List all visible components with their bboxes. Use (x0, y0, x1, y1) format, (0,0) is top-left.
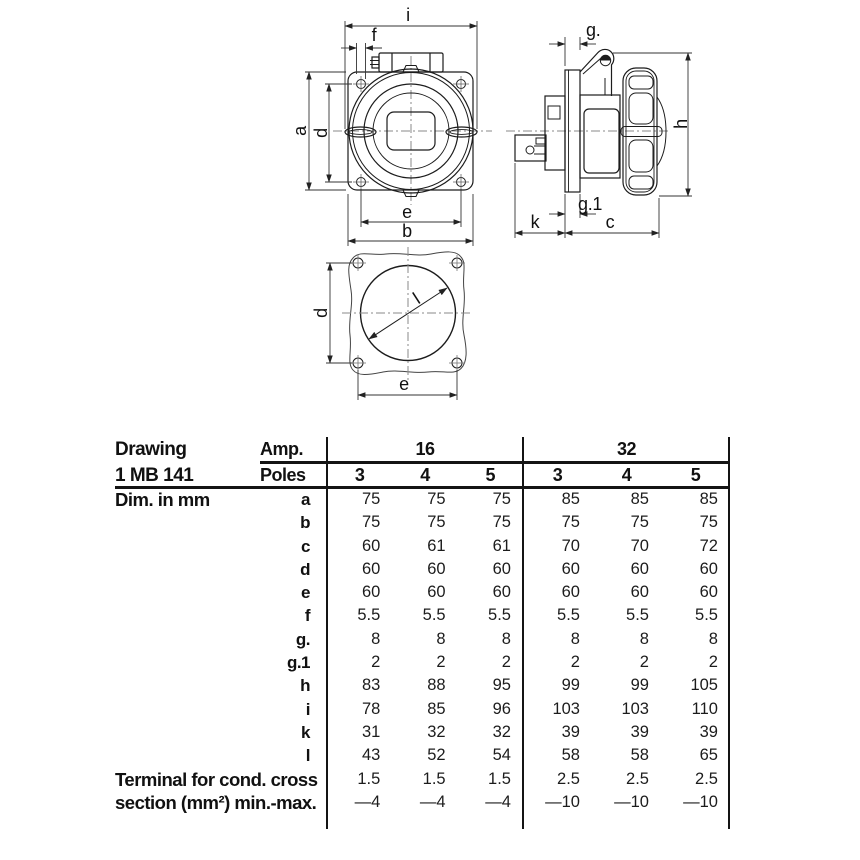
value-cell: 2.5 (626, 769, 649, 788)
value-cell: 61 (492, 536, 511, 555)
value-cell: 31 (361, 722, 381, 741)
value-cell: 70 (630, 536, 649, 555)
value-cell: —4 (419, 792, 446, 811)
value-cell: 70 (561, 536, 580, 555)
value-cell: 2 (708, 653, 718, 672)
row-note (115, 604, 260, 627)
row-note (115, 558, 260, 581)
poles-col-header: 4 (420, 465, 430, 485)
value-cell: 75 (427, 490, 446, 508)
value-cell: 8 (436, 629, 446, 648)
row-dim-letter: a (301, 490, 310, 509)
row-note (115, 698, 260, 721)
table-header-row-amp (115, 437, 730, 463)
value-cell: 1.5 (357, 769, 381, 788)
poles-label: Poles (260, 465, 306, 485)
dim-label-b: b (402, 221, 412, 241)
row-note (115, 721, 260, 744)
value-cell: 5.5 (422, 606, 446, 625)
value-cell: 85 (427, 699, 446, 718)
value-cell: 83 (361, 676, 381, 695)
value-cell: 75 (361, 490, 381, 508)
row-note (115, 651, 260, 674)
table-row (115, 651, 730, 674)
value-cell: 88 (427, 676, 446, 695)
table-row (115, 488, 730, 511)
value-cell: 85 (561, 490, 580, 508)
value-cell: 75 (492, 490, 511, 508)
table-row (115, 558, 730, 581)
row-dim-letter: d (300, 559, 310, 579)
table-header-row-poles (115, 463, 730, 488)
value-cell: 75 (561, 513, 580, 532)
bottom-view-dimensions (326, 263, 457, 400)
row-note (115, 535, 260, 558)
value-cell: 75 (427, 513, 446, 532)
value-cell: 78 (361, 699, 381, 718)
dim-label-d-bottom: d (311, 308, 331, 318)
value-cell: 5.5 (695, 606, 718, 625)
dim-label-a: a (290, 126, 310, 136)
value-cell: 75 (630, 513, 649, 532)
poles-col-header: 3 (354, 465, 365, 485)
value-cell: —10 (683, 792, 718, 811)
value-cell: 60 (699, 559, 718, 578)
value-cell: 8 (639, 629, 649, 648)
value-cell: 2.5 (695, 769, 718, 788)
drawing-label: Drawing (115, 439, 187, 460)
table-row (115, 721, 730, 744)
table-row (115, 791, 730, 814)
row-note: Dim. in mm (115, 489, 210, 510)
value-cell: 72 (699, 536, 718, 555)
value-cell: 75 (361, 513, 381, 532)
value-cell: 8 (501, 629, 511, 648)
row-dim-letter: i (305, 699, 310, 719)
row-note (115, 581, 260, 604)
table-row (115, 744, 730, 767)
value-cell: 2 (570, 653, 580, 672)
poles-col-header: 4 (621, 465, 632, 485)
value-cell: 5.5 (557, 606, 580, 625)
row-dim-letter: h (300, 676, 310, 696)
value-cell: 99 (630, 676, 649, 695)
value-cell: 65 (699, 746, 718, 765)
row-dim-letter: c (301, 536, 310, 556)
value-cell: 43 (361, 746, 381, 765)
value-cell: 60 (427, 559, 446, 578)
dim-label-f: f (371, 25, 377, 45)
table-row (115, 535, 730, 558)
value-cell: 110 (691, 699, 718, 718)
value-cell: 60 (492, 559, 511, 578)
value-cell: 2 (436, 653, 446, 672)
table-row (115, 768, 730, 791)
table-row (115, 674, 730, 697)
row-dim-letter: l (305, 746, 310, 766)
value-cell: 52 (427, 746, 446, 765)
dim-label-e-front: e (402, 202, 412, 222)
value-cell: 75 (492, 513, 511, 532)
front-view (333, 53, 492, 205)
value-cell: 60 (561, 559, 580, 578)
value-cell: 5.5 (626, 606, 649, 625)
value-cell: 1.5 (488, 769, 511, 788)
value-cell: 2 (639, 653, 649, 672)
dim-label-i: i (406, 5, 410, 25)
amp-label: Amp. (260, 439, 303, 459)
value-cell: 99 (561, 676, 580, 695)
table-row (115, 581, 730, 604)
dim-label-g: g. (586, 20, 601, 40)
value-cell: 60 (561, 583, 580, 602)
value-cell: 5.5 (488, 606, 511, 625)
value-cell: 8 (371, 629, 381, 648)
bottom-view (342, 247, 472, 380)
row-note (115, 744, 260, 767)
value-cell: 105 (690, 676, 718, 695)
value-cell: 75 (699, 513, 718, 532)
dim-label-c: c (605, 212, 615, 232)
row-dim-letter: g. (295, 629, 310, 649)
value-cell: 60 (699, 583, 718, 602)
row-note (115, 674, 260, 697)
value-cell: 32 (492, 722, 511, 741)
value-cell: 58 (630, 746, 649, 765)
value-cell: 5.5 (357, 606, 381, 625)
dim-label-k: k (530, 212, 540, 232)
row-note: Terminal for cond. cross (115, 768, 318, 790)
dim-label-l: l (409, 289, 424, 308)
dim-label-e-bottom: e (399, 374, 409, 394)
value-cell: 54 (492, 746, 511, 765)
value-cell: —4 (354, 792, 381, 811)
value-cell: 39 (630, 722, 649, 741)
amp-group-32: 32 (616, 439, 636, 459)
row-dim-letter: g.1 (286, 653, 310, 673)
table-row (115, 628, 730, 651)
table-row (115, 698, 730, 721)
row-dim-letter: b (300, 513, 310, 533)
value-cell: 2 (501, 653, 511, 672)
value-cell: 1.5 (422, 769, 446, 788)
value-cell: 2.5 (557, 769, 580, 788)
row-dim-letter (260, 791, 327, 814)
value-cell: 60 (630, 583, 649, 602)
dim-label-d-front: d (311, 128, 331, 138)
row-note (115, 628, 260, 651)
dimension-table (115, 437, 730, 829)
poles-col-header: 3 (552, 465, 563, 485)
value-cell: 60 (361, 583, 381, 602)
value-cell: 95 (492, 676, 511, 695)
value-cell: 2 (371, 653, 381, 672)
value-cell: 32 (427, 722, 446, 741)
value-cell: 8 (708, 629, 718, 648)
value-cell: 8 (570, 629, 580, 648)
value-cell: 58 (561, 746, 580, 765)
table-body (115, 488, 730, 814)
value-cell: 60 (427, 583, 446, 602)
row-note (115, 511, 260, 534)
dim-label-g1: g.1 (578, 194, 603, 214)
value-cell: 60 (361, 536, 381, 555)
value-cell: 61 (427, 536, 446, 555)
value-cell: 39 (561, 722, 580, 741)
value-cell: —10 (545, 792, 580, 811)
side-view (506, 49, 670, 195)
row-note: section (mm²) min.-max. (115, 791, 317, 813)
value-cell: 60 (361, 559, 381, 578)
amp-group-16: 16 (415, 439, 435, 459)
dim-label-h: h (671, 119, 691, 129)
value-cell: —10 (614, 792, 649, 811)
row-dim-letter: e (301, 583, 310, 603)
value-cell: 103 (552, 699, 580, 718)
table-row (115, 511, 730, 534)
drawing-number: 1 MB 141 (115, 465, 194, 486)
row-dim-letter (260, 768, 327, 791)
value-cell: 85 (630, 490, 649, 508)
value-cell: —4 (485, 792, 511, 811)
row-dim-letter: f (304, 606, 310, 626)
poles-col-header: 5 (690, 465, 701, 485)
value-cell: 96 (492, 699, 511, 718)
poles-col-header: 5 (485, 465, 496, 485)
table-row (115, 604, 730, 627)
value-cell: 85 (699, 490, 718, 508)
row-dim-letter: k (301, 722, 310, 742)
value-cell: 39 (699, 722, 718, 741)
value-cell: 103 (621, 699, 649, 718)
value-cell: 60 (492, 583, 511, 602)
value-cell: 60 (630, 559, 649, 578)
